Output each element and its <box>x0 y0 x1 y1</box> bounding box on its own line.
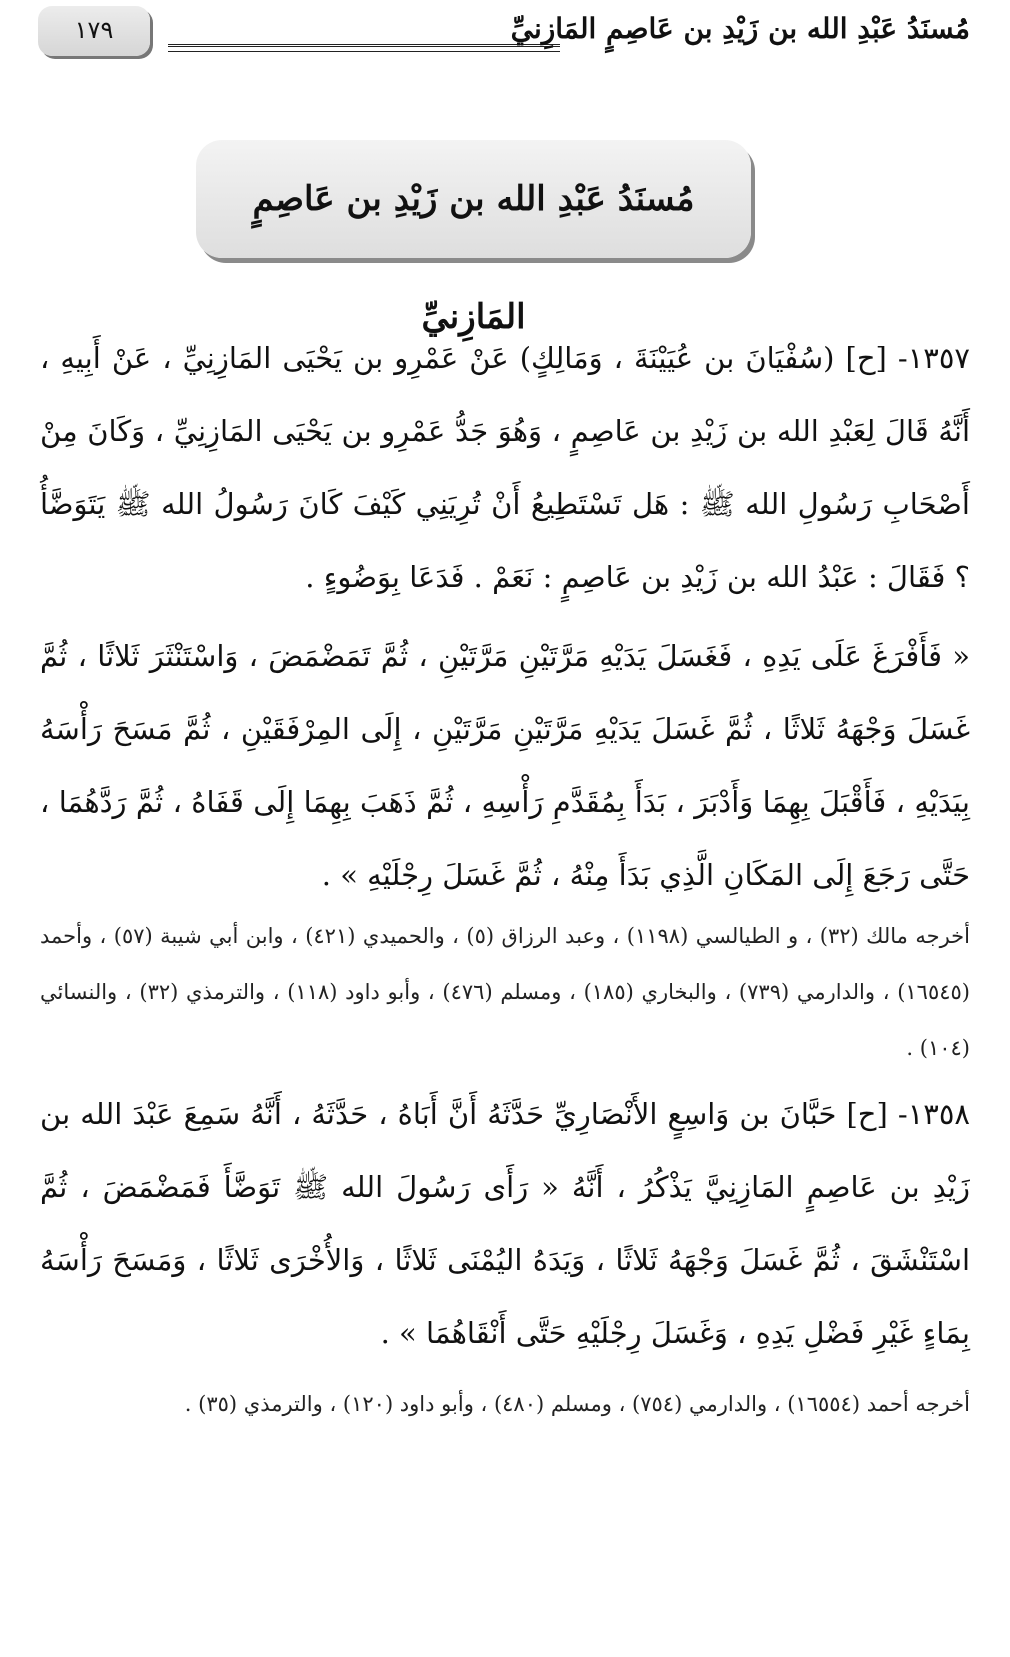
hadith-body-text: [ح] حَبَّانَ بن وَاسِعٍ الأَنْصَارِيِّ حَدَّثَهُ أَنَّ أَبَاهُ ، حَدَّثَهُ ، أَنَّهُ سَمِعَ عَبْدَ الله بن زَيْدِ بن عَاصِمٍ المَازِنِيَّ يَذْكُرُ ، أَنَّهُ « رَأَى رَسُولَ الله ﷺ تَوَضَّأَ فَمَضْمَضَ ، ثُمَّ اسْتَنْشَقَ ، ثُمَّ غَسَلَ وَجْهَهُ ثَلاثًا ، وَيَدَهُ اليُمْنَى ثَلاثًا ، وَالأُخْرَى ثَلاثًا ، وَمَسَحَ رَأْسَهُ بِمَاءٍ غَيْرِ فَضْلِ يَدِهِ ، وَغَسَلَ رِجْلَيْهِ حَتَّى أَنْقَاهُمَا » . <box>40 1097 970 1350</box>
hadith-number: ١٣٥٨- <box>897 1097 971 1131</box>
takhrij-1357 <box>40 908 970 1076</box>
hadith-1357-isnad <box>40 322 970 614</box>
running-title: مُسنَدُ عَبْدِ الله بن زَيْدِ بن عَاصِمٍ المَازِنيِّ <box>510 12 970 45</box>
takhrij-1358 <box>40 1376 970 1432</box>
takhrij-text: أخرجه مالك (٣٢) ، و الطيالسي (١١٩٨) ، وعبد الرزاق (٥) ، والحميدي (٤٢١) ، وابن أبي شيبة (٥٧) ، وأحمد (١٦٥٤٥) ، والدارمي (٧٣٩) ، والبخاري (١٨٥) ، ومسلم (٤٧٦) ، وأبو داود (١١٨) ، والترمذي (٣٢) ، والنسائي (١٠٤) . <box>40 924 970 1060</box>
section-title: مُسنَدُ عَبْدِ الله بن زَيْدِ بن عَاصِمٍ المَازِنيِّ <box>252 179 695 337</box>
hadith-isnad-text: [ح] (سُفْيَانَ بن عُيَيْنَةَ ، وَمَالِكٍ) عَنْ عَمْرِو بن يَحْيَى المَازِنِيِّ ، عَنْ أَبِيهِ ، أَنَّهُ قَالَ لِعَبْدِ الله بن زَيْدِ بن عَاصِمٍ ، وَهُوَ جَدُّ عَمْرِو بن يَحْيَى المَازِنِيِّ ، وَكَانَ مِنْ أَصْحَابِ رَسُولِ الله ﷺ : هَل تَسْتَطِيعُ أَنْ تُرِيَنِي كَيْفَ كَانَ رَسُولُ الله ﷺ يَتَوَضَّأُ ؟ فَقَالَ : عَبْدُ الله بن زَيْدِ بن عَاصِمٍ : نَعَمْ . فَدَعَا بِوَضُوءٍ . <box>40 341 970 594</box>
page-number: ١٧٩ <box>38 6 150 56</box>
hadith-number: ١٣٥٧- <box>897 341 970 375</box>
hadith-1357-matn: « فَأَفْرَغَ عَلَى يَدِهِ ، فَغَسَلَ يَدَيْهِ مَرَّتَيْنِ مَرَّتَيْنِ ، ثُمَّ تَمَضْمَضَ ، وَاسْتَنْثَرَ ثَلاثًا ، ثُمَّ غَسَلَ وَجْهَهُ ثَلاثًا ، ثُمَّ غَسَلَ يَدَيْهِ مَرَّتَيْنِ مَرَّتَيْنِ ، إِلَى المِرْفَقَيْنِ ، ثُمَّ مَسَحَ رَأْسَهُ بِيَدَيْهِ ، فَأَقْبَلَ بِهِمَا وَأَدْبَرَ ، بَدَأَ بِمُقَدَّمِ رَأْسِهِ ، ثُمَّ ذَهَبَ بِهِمَا إِلَى قَفَاهُ ، ثُمَّ رَدَّهُمَا ، حَتَّى رَجَعَ إِلَى المَكَانِ الَّذِي بَدَأَ مِنْهُ ، ثُمَّ غَسَلَ رِجْلَيْهِ » . <box>40 639 970 892</box>
hadith-1358 <box>40 1078 970 1370</box>
hadith-1357 <box>40 322 970 912</box>
page-header <box>38 6 970 62</box>
hadith-1358-text <box>40 1078 970 1370</box>
takhrij-text: أخرجه أحمد (١٦٥٥٤) ، والدارمي (٧٥٤) ، ومسلم (٤٨٠) ، وأبو داود (١٢٠) ، والترمذي (٣٥) . <box>184 1392 970 1416</box>
section-heading-box <box>196 140 751 337</box>
header-rule <box>168 44 560 52</box>
